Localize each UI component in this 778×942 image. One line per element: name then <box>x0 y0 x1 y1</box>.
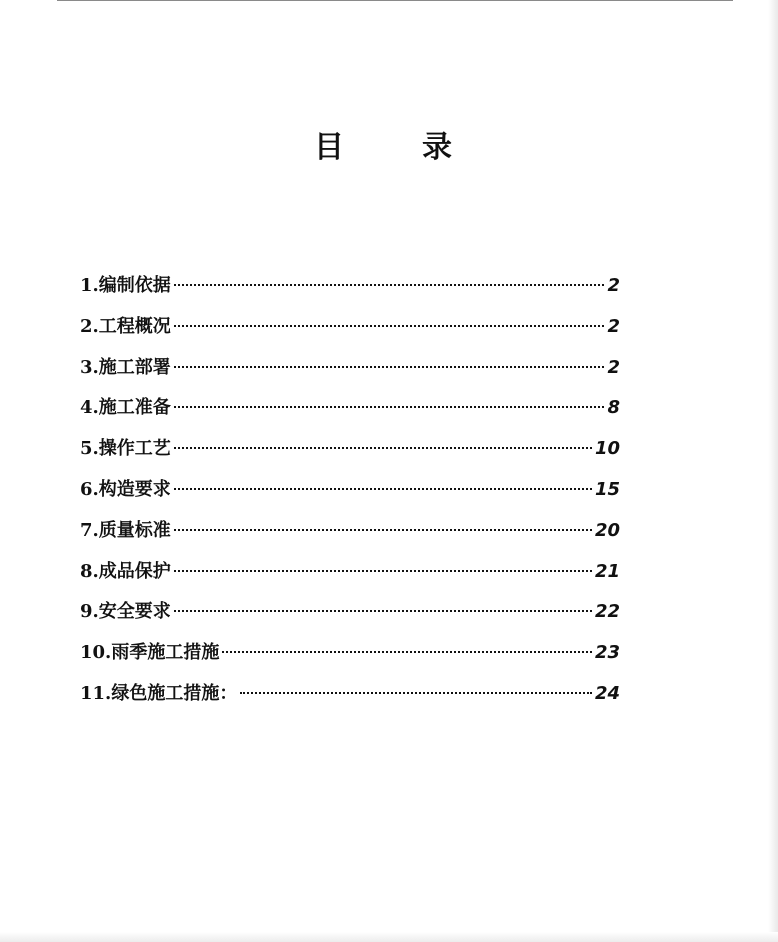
table-of-contents <box>80 271 620 720</box>
toc-entry-page: 23 <box>594 642 620 664</box>
toc-entry[interactable] <box>80 638 620 679</box>
toc-dot-leader <box>174 447 592 449</box>
toc-entry-page: 10 <box>594 438 620 460</box>
toc-entry[interactable] <box>80 557 620 598</box>
toc-entry-page: 20 <box>594 519 620 541</box>
toc-dot-leader <box>174 325 605 327</box>
toc-entry-label: 10.雨季施工措施 <box>80 642 220 664</box>
toc-dot-leader <box>174 529 592 531</box>
toc-dot-leader <box>240 692 592 694</box>
toc-entry[interactable] <box>80 516 620 557</box>
toc-entry-label: 11.绿色施工措施： <box>80 682 238 704</box>
toc-dot-leader <box>174 488 592 490</box>
toc-entry-label: 1.编制依据 <box>80 275 171 296</box>
toc-entry-label: 6.构造要求 <box>80 478 171 500</box>
toc-dot-leader <box>174 610 592 612</box>
toc-entry[interactable] <box>80 597 620 638</box>
header-rule <box>57 0 733 1</box>
toc-entry-label: 9.安全要求 <box>80 601 171 623</box>
toc-entry-page: 2 <box>607 275 620 296</box>
toc-entry[interactable] <box>80 312 620 353</box>
toc-entry-label: 2.工程概况 <box>80 315 171 337</box>
toc-entry[interactable] <box>80 679 620 720</box>
toc-entry[interactable] <box>80 434 620 475</box>
toc-entry-label: 3.施工部署 <box>80 356 171 378</box>
toc-entry-page: 2 <box>607 356 620 378</box>
toc-dot-leader <box>174 406 605 408</box>
toc-entry-page: 15 <box>594 478 620 500</box>
toc-entry-page: 22 <box>594 601 620 623</box>
toc-dot-leader <box>222 651 592 653</box>
toc-entry-label: 5.操作工艺 <box>80 438 171 460</box>
toc-title: 目 录 <box>314 130 476 165</box>
toc-entry-label: 8.成品保护 <box>80 560 171 582</box>
toc-entry-page: 8 <box>607 397 620 419</box>
toc-entry-page: 24 <box>594 682 620 704</box>
toc-dot-leader <box>174 570 592 572</box>
toc-entry[interactable] <box>80 475 620 516</box>
toc-entry-label: 4.施工准备 <box>80 397 171 419</box>
toc-entry[interactable] <box>80 393 620 434</box>
toc-dot-leader <box>174 366 605 368</box>
toc-entry[interactable] <box>80 353 620 394</box>
toc-entry-page: 2 <box>607 315 620 337</box>
page-edge-shadow <box>0 932 778 942</box>
toc-entry-page: 21 <box>594 560 620 582</box>
toc-dot-leader <box>174 284 605 286</box>
toc-entry-label: 7.质量标准 <box>80 519 171 541</box>
toc-entry[interactable] <box>80 271 620 312</box>
page-edge-shadow <box>768 0 778 942</box>
